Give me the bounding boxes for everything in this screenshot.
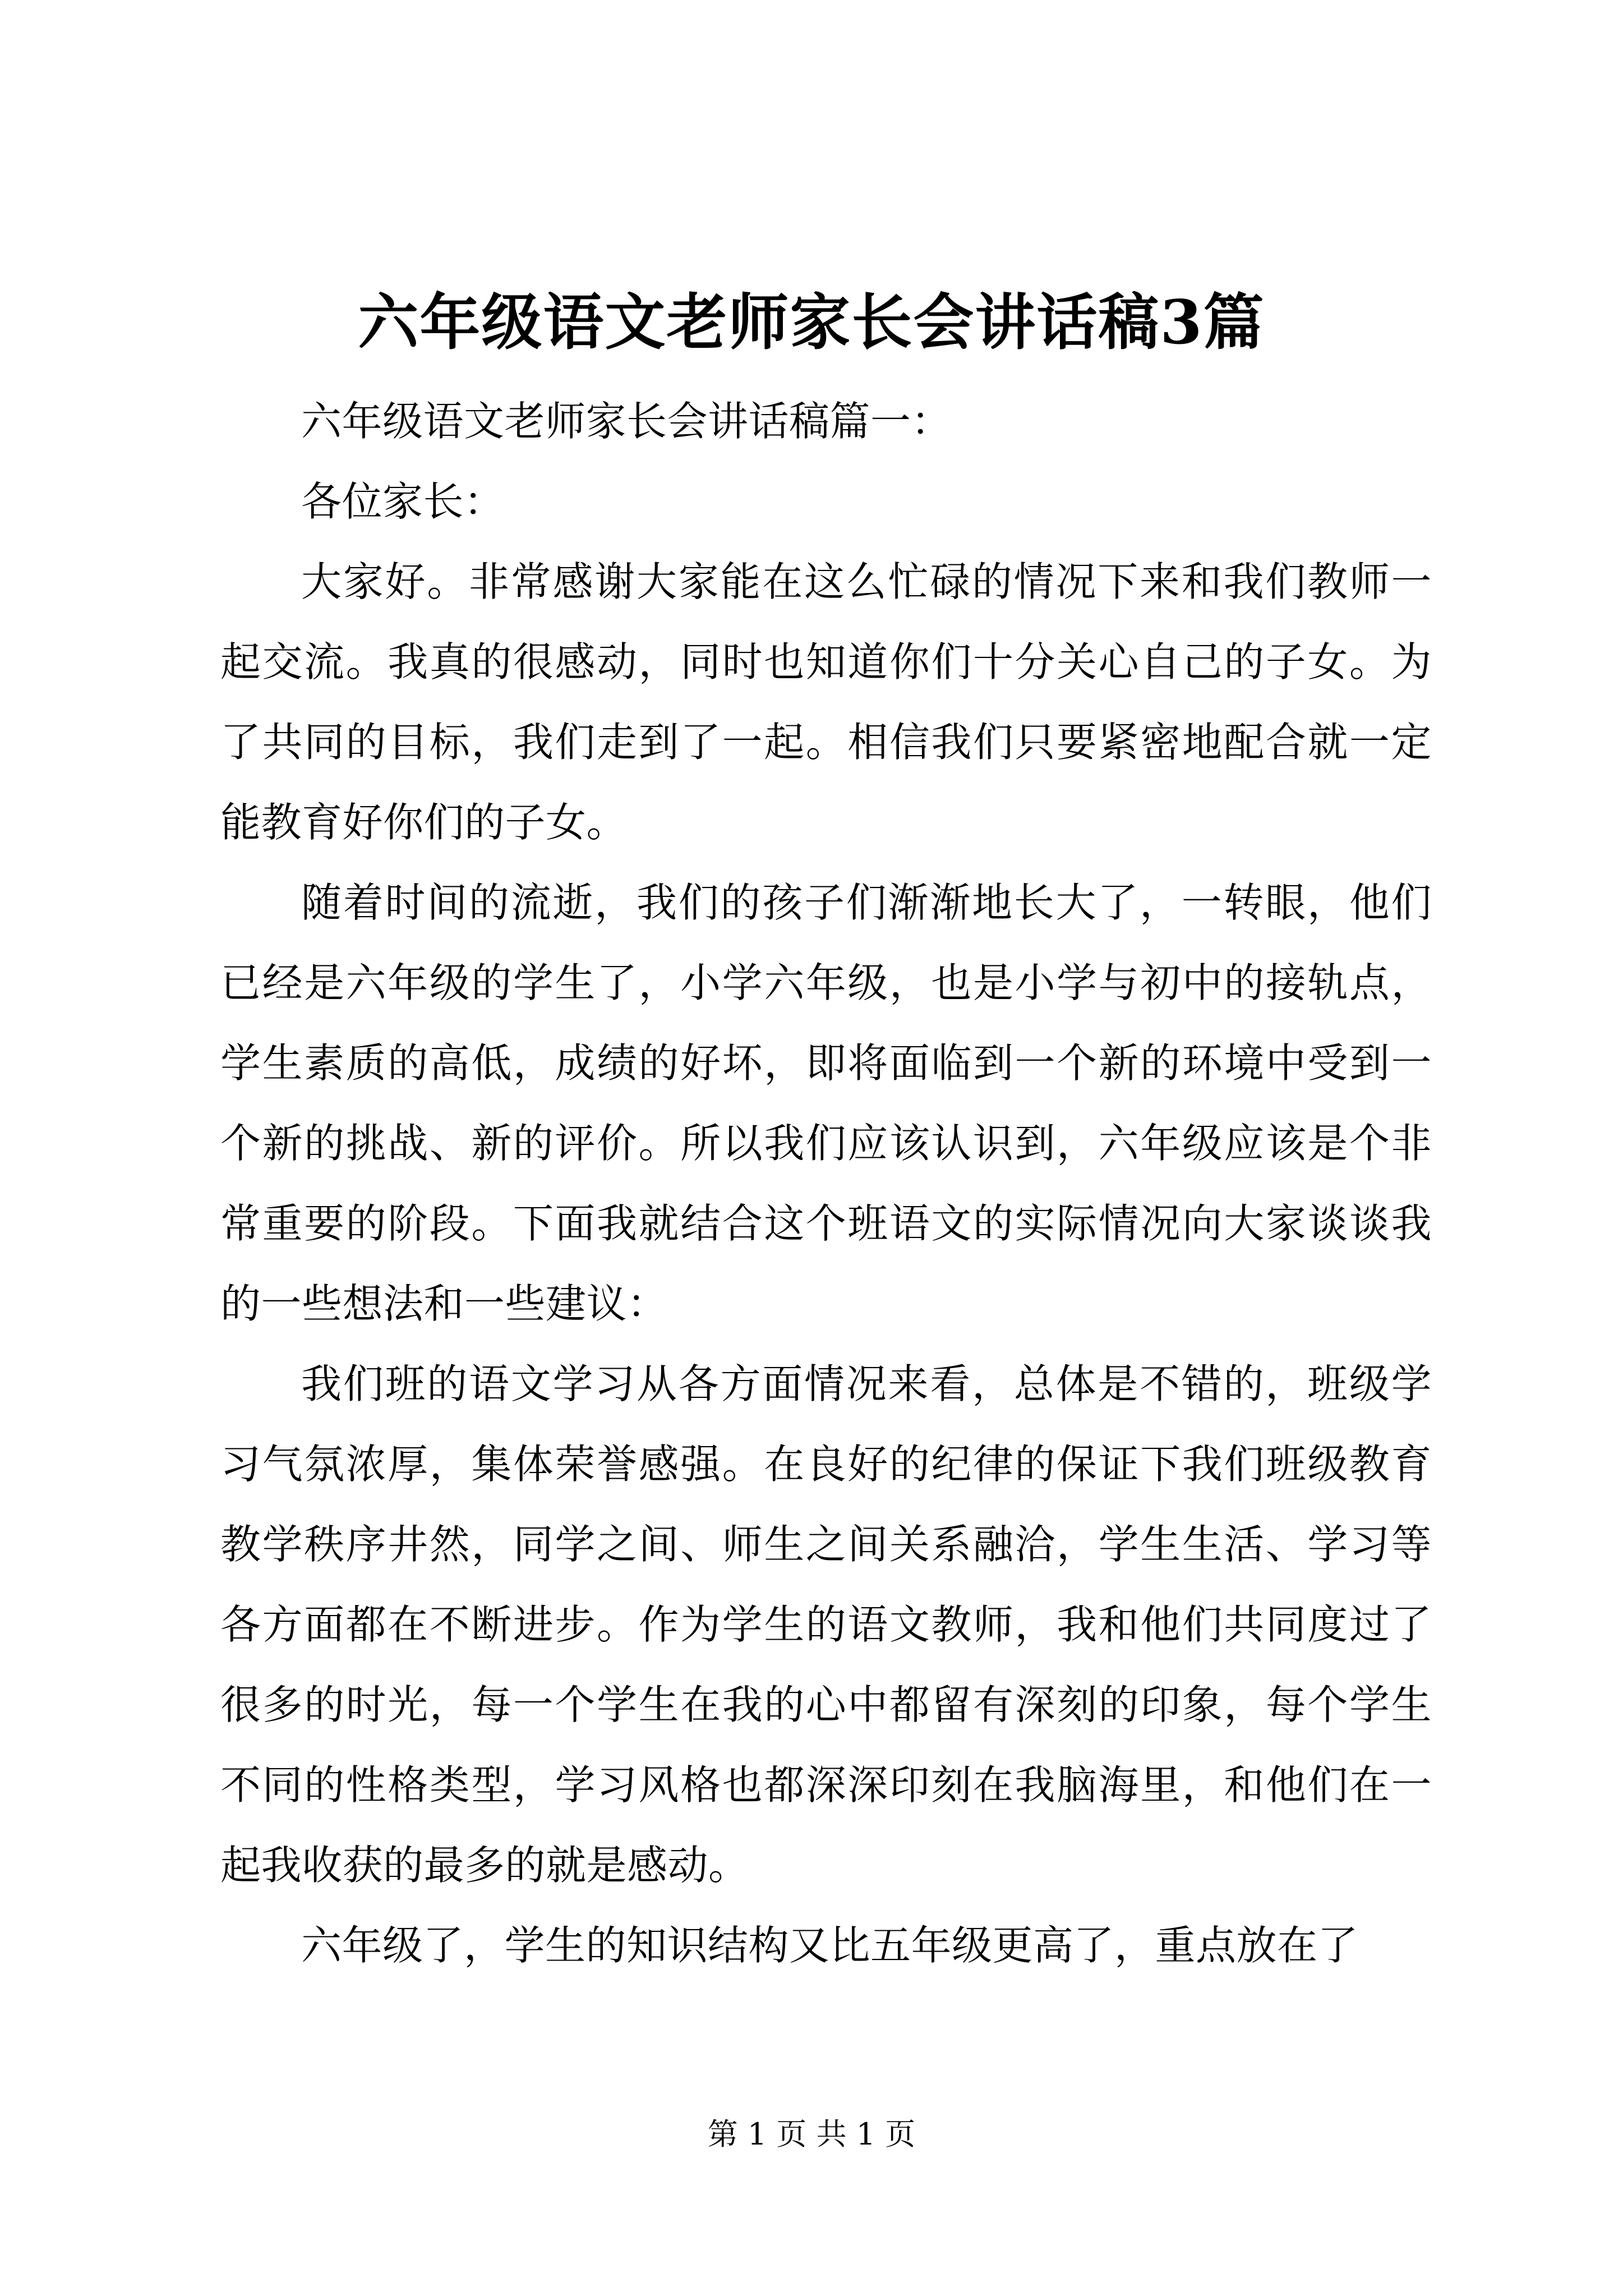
document-title: 六年级语文老师家长会讲话稿3篇 (358, 287, 1265, 358)
document-body (220, 381, 1432, 1986)
paragraph-knowledge-structure: 六年级了，学生的知识结构又比五年级更高了，重点放在了 (301, 1922, 1359, 1969)
paragraph-salutation: 各位家长： (301, 478, 505, 525)
paragraph-greeting: 大家好。非常感谢大家能在这么忙碌的情况下来和我们教师一起交流。我真的很感动，同时也知道你们十分关心自己的子女。为了共同的目标，我们走到了一起。相信我们只要紧密地配合就一定能教育好你们的子女。 (220, 558, 1432, 846)
paragraph-class-situation: 我们班的语文学习从各方面情况来看，总体是不错的，班级学习气氛浓厚，集体荣誉感强。在良好的纪律的保证下我们班级教育教学秩序井然，同学之间、师生之间关系融洽，学生生活、学习等各方面都在不断进步。作为学生的语文教师，我和他们共同度过了很多的时光，每一个学生在我的心中都留有深刻的印象，每个学生不同的性格类型，学习风格也都深深印刻在我脑海里，和他们在一起我收获的最多的就是感动。 (220, 1360, 1432, 1889)
paragraph-grade-six-importance: 随着时间的流逝，我们的孩子们渐渐地长大了，一转眼，他们已经是六年级的学生了，小学六年级，也是小学与初中的接轨点，学生素质的高低，成绩的好坏，即将面临到一个新的环境中受到一个新的挑战、新的评价。所以我们应该认识到，六年级应该是个非常重要的阶段。下面我就结合这个班语文的实际情况向大家谈谈我的一些想法和一些建议： (220, 879, 1432, 1327)
page-footer: 第 1 页 共 1 页 (707, 2116, 916, 2152)
paragraph-section-heading: 六年级语文老师家长会讲话稿篇一： (301, 398, 952, 445)
